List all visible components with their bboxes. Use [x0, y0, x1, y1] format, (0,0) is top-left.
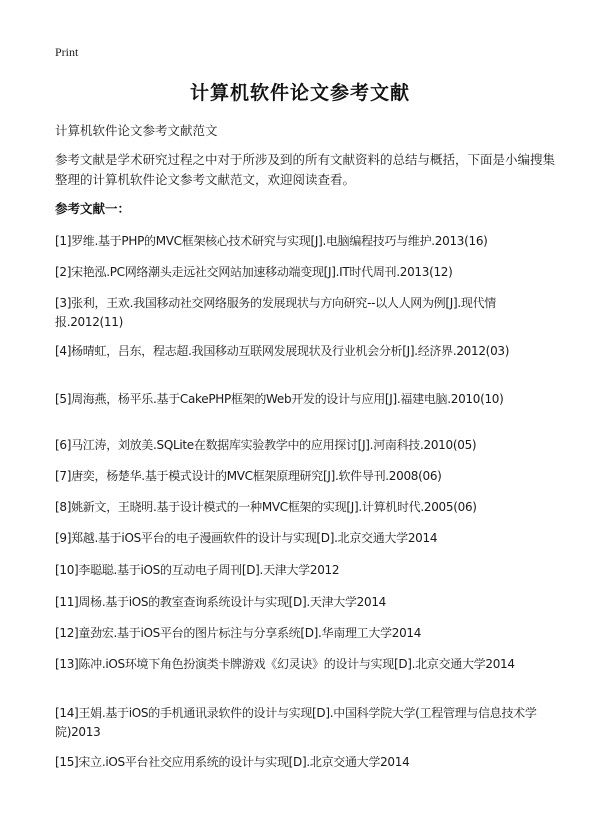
reference-item: [12]童劲宏.基于iOS平台的图片标注与分享系统[D].华南理工大学2014	[55, 626, 422, 640]
reference-item: [3]张利，王欢.我国移动社交网络服务的发展现状与方向研究--以人人网为例[J].现代情报.2012(11)	[55, 296, 496, 329]
reference-item: [10]李聪聪.基于iOS的互动电子周刊[D].天津大学2012	[55, 563, 340, 577]
reference-item: [4]杨晴虹，吕东，程志超.我国移动互联网发展现状及行业机会分析[J].经济界.2012(03)	[55, 344, 510, 358]
reference-item: [2]宋艳泓.PC网络潮头走远社交网站加速移动端变现[J].IT时代周刊.2013(12)	[55, 265, 453, 279]
reference-item: [7]唐奕，杨楚华.基于模式设计的MVC框架原理研究[J].软件导刊.2008(06)	[55, 469, 442, 483]
reference-item: [8]姚新文，王晓明.基于设计模式的一种MVC框架的实现[J].计算机时代.2005(06)	[55, 500, 477, 514]
intro-paragraph: 参考文献是学术研究过程之中对于所涉及到的所有文献资料的总结与概括，下面是小编搜集整理的计算机软件论文参考文献范文，欢迎阅读查看。	[55, 152, 556, 187]
reference-item: [11]周杨.基于iOS的教室查询系统设计与实现[D].天津大学2014	[55, 595, 387, 609]
reference-item: [14]王娟.基于iOS的手机通讯录软件的设计与实现[D].中国科学院大学(工程管理与信息技术学院)2013	[55, 706, 537, 739]
page-title: 计算机软件论文参考文献	[189, 82, 410, 104]
reference-item: [9]郑越.基于iOS平台的电子漫画软件的设计与实现[D].北京交通大学2014	[55, 531, 438, 545]
reference-item: [1]罗维.基于PHP的MVC框架核心技术研究与实现[J].电脑编程技巧与维护.2013(16)	[55, 234, 488, 248]
reference-item: [5]周海燕，杨平乐.基于CakePHP框架的Web开发的设计与应用[J].福建电脑.2010(10)	[55, 392, 504, 406]
reference-item: [6]马江涛，刘放美.SQLite在数据库实验教学中的应用探讨[J].河南科技.2010(05)	[55, 438, 477, 452]
reference-item: [13]陈冲.iOS环境下角色扮演类卡牌游戏《幻灵诀》的设计与实现[D].北京交通大学2014	[55, 657, 515, 671]
print-link[interactable]: Print	[55, 45, 79, 59]
page-subtitle: 计算机软件论文参考文献范文	[55, 123, 218, 138]
reference-item: [15]宋立.iOS平台社交应用系统的设计与实现[D].北京交通大学2014	[55, 755, 410, 769]
references-heading: 参考文献一：	[55, 201, 131, 216]
